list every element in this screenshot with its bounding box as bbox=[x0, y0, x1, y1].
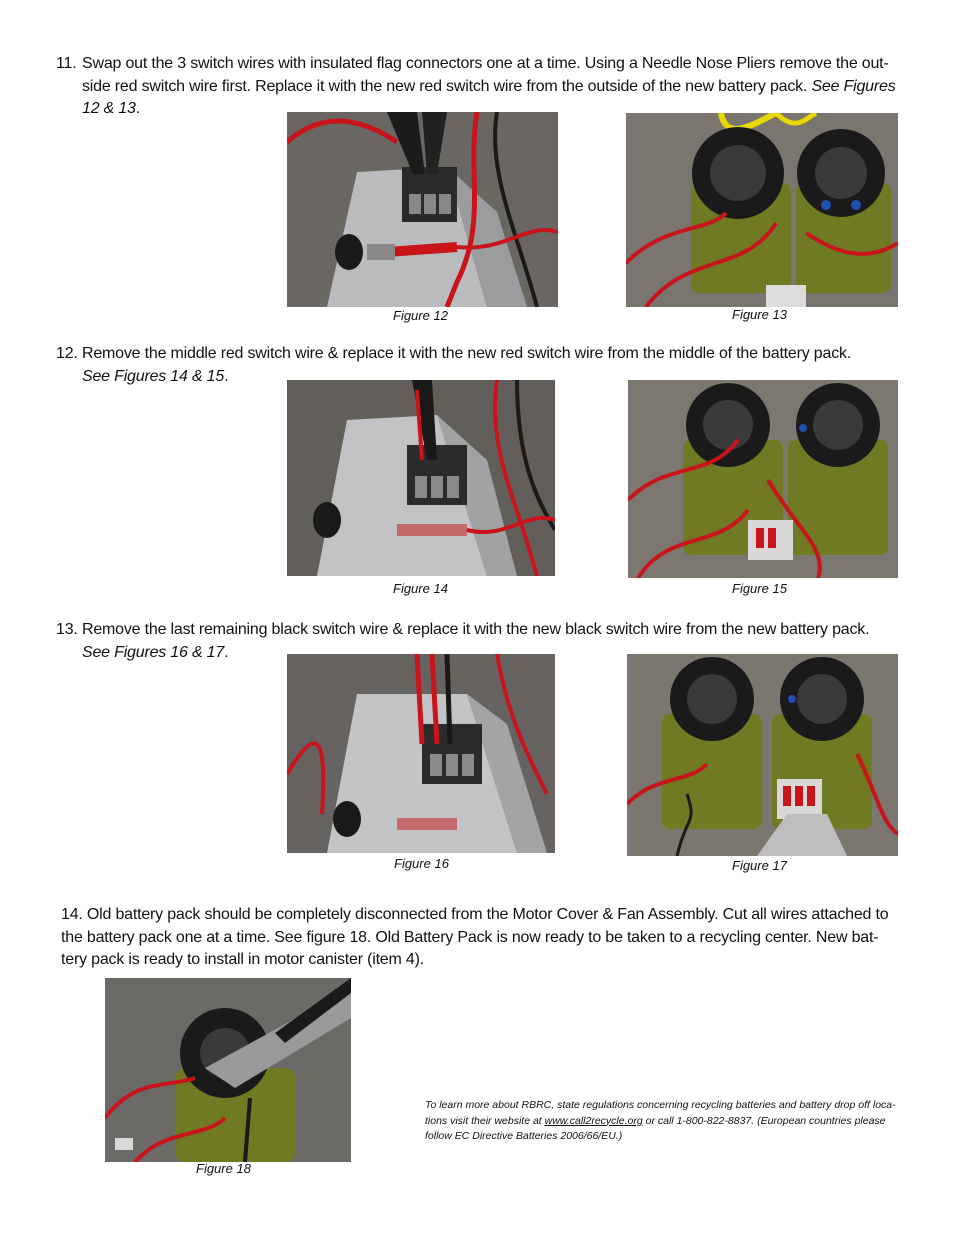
photo-figure-17 bbox=[627, 654, 898, 856]
figure-reference: See Figures 12 & 13 bbox=[82, 77, 896, 117]
step-number: 13. bbox=[56, 621, 78, 638]
figure-18-caption: Figure 18 bbox=[196, 1161, 251, 1176]
figure-17-caption: Figure 17 bbox=[732, 858, 787, 873]
figure-15-caption: Figure 15 bbox=[732, 581, 787, 596]
recycling-website-link[interactable]: www.call2recycle.org bbox=[544, 1114, 643, 1127]
step-11: 11. Swap out the 3 switch wires with insulated flag connectors one at a time. Using a Needle Nose Pliers remove the out-side red switch wire first. Replace it with the new red switch wire from the outside of the new battery pack. See Figures 12 & 13. bbox=[56, 55, 896, 117]
step-number: 14. bbox=[61, 906, 83, 923]
step-text: Old battery pack should be completely disconnected from the Motor Cover & Fan Assembly. Cut all wires attached to the battery pack one at a time. See figure 18. Old Battery Pack is now ready to be taken to a recycling center. New bat-tery pack is ready to install in motor canister (item 4). bbox=[61, 906, 889, 968]
step-text: Swap out the 3 switch wires with insulated flag connectors one at a time. Using a Needle Nose Pliers remove the out-side red switch wire first. Replace it with the new red switch wire from the outside of the new battery pack. bbox=[82, 55, 889, 95]
recycling-note: To learn more about RBRC, state regulations concerning recycling batteries and battery drop off loca-tions visit their website at www.call2recycle.org or call 1-800-822-8837. (European countries please follow EC Directive Batteries 2006/66/EU.) bbox=[425, 1099, 896, 1142]
figure-14-caption: Figure 14 bbox=[393, 581, 448, 596]
figure-12-caption: Figure 12 bbox=[393, 308, 448, 323]
figure-reference: See Figures 14 & 15 bbox=[82, 367, 225, 385]
step-14 bbox=[61, 904, 901, 972]
photo-figure-18 bbox=[105, 978, 351, 1162]
step-12: 12. Remove the middle red switch wire & replace it with the new red switch wire from the middle of the battery pack. See Figures 14 & 15. bbox=[56, 345, 852, 385]
step-number: 11. bbox=[56, 55, 77, 72]
step-text: Remove the middle red switch wire & replace it with the new red switch wire from the middle of the battery pack. bbox=[82, 345, 852, 362]
figure-13-caption: Figure 13 bbox=[732, 307, 787, 322]
photo-figure-12 bbox=[287, 112, 558, 307]
step-number: 12. bbox=[56, 345, 78, 362]
photo-figure-15 bbox=[628, 380, 898, 578]
photo-figure-16 bbox=[287, 654, 555, 853]
photo-figure-14 bbox=[287, 380, 555, 576]
step-text: Remove the last remaining black switch wire & replace it with the new black switch wire from the new battery pack. bbox=[82, 621, 870, 638]
figure-16-caption: Figure 16 bbox=[394, 856, 449, 871]
figure-reference: See Figures 16 & 17 bbox=[82, 643, 225, 661]
photo-figure-13 bbox=[626, 113, 898, 307]
step-13: 13. Remove the last remaining black switch wire & replace it with the new black switch wire from the new battery pack. See Figures 16 & 17. bbox=[56, 621, 870, 661]
